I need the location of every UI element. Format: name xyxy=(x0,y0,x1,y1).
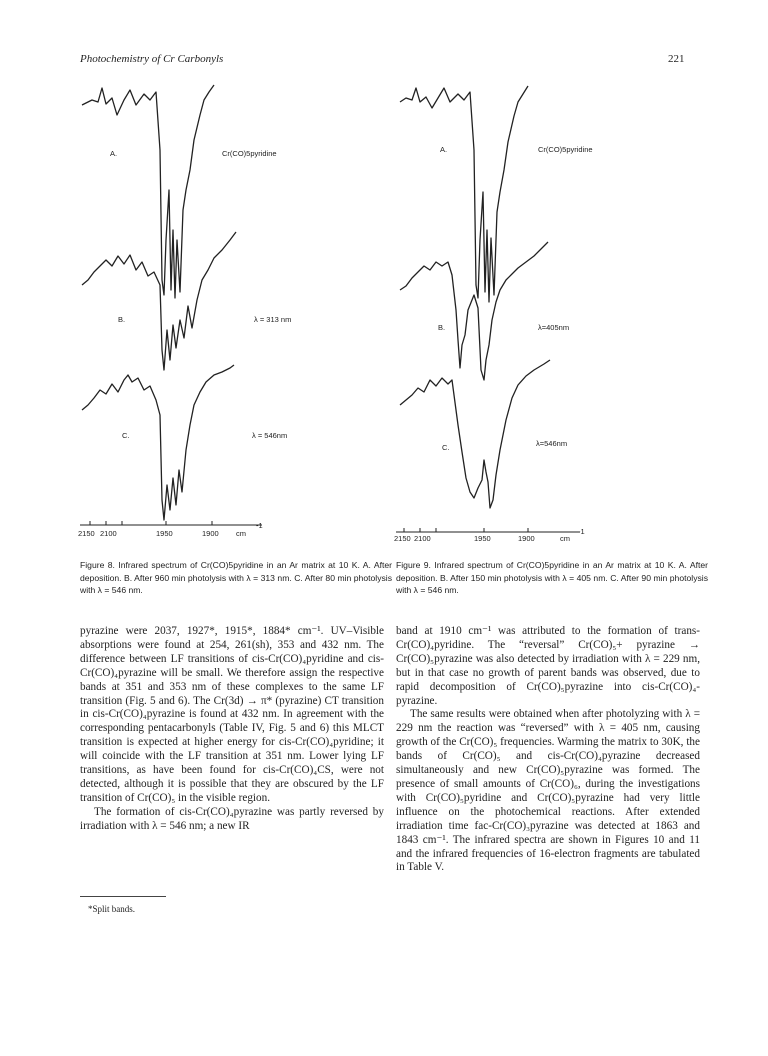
fig9-axis-unit-exp: -1 xyxy=(578,527,585,536)
fig9-lambda-c: λ=546nm xyxy=(536,439,568,448)
figure-8-caption: Figure 8. Infrared spectrum of Cr(CO)5pyridine in an Ar matrix at 10 K. A. After deposition. B. After 960 min photolysis with λ = 313 nm. C. After 80 min photolysis with λ = 546 nm. xyxy=(80,560,392,596)
fig9-tick-1950: 1950 xyxy=(474,534,491,543)
fig8-tick-2150: 2150 xyxy=(78,529,95,538)
fig9-compound-label: Cr(CO)5pyridine xyxy=(538,145,593,154)
fig9-tick-2100: 2100 xyxy=(414,534,431,543)
fig8-spectrum-b xyxy=(82,232,236,370)
fig9-tick-2150: 2150 xyxy=(394,534,411,543)
fig8-tick-1900: 1900 xyxy=(202,529,219,538)
figure-9-caption: Figure 9. Infrared spectrum of Cr(CO)5pyridine in an Ar matrix at 10 K. A. After deposition. B. After 150 min photolysis with λ = 405 nm. C. After 90 min photolysis with λ = 546 nm. xyxy=(396,560,708,596)
left-paragraph: pyrazine were 2037, 1927*, 1915*, 1884* cm⁻¹. UV–Visible absorptions were found at 254, 261(sh), 353 and 432 nm. The difference between LF transitions of cis-Cr(CO)₄pyridine and cis-Cr(CO)₄pyrazine will be small. We therefore assign the respective bands at 351 and 353 nm of these complexes to the same LF transition (Fig. 5 and 6). The Cr(3d) → π* (pyrazine) CT transition in cis-Cr(CO)₄pyrazine is found at 432 nm. In agreement with the corresponding pentacarbonyls (Table IV, Fig. 5 and 6) this MLCT transition is expected at higher energy for cis-Cr(CO)₄pyridine; it will coincide with the LF transition at 351 nm. Lower lying LF transitions, as have been found for cis-Cr(CO)₄CS, were not detected, although it is possible that they are obscured by the LF transition of Cr(CO)₅ in the visible region. xyxy=(80,625,384,804)
figure-8 xyxy=(72,80,372,542)
fig8-spectrum-c xyxy=(82,365,234,520)
left-column xyxy=(80,625,384,834)
fig8-label-a: A. xyxy=(110,149,118,158)
footnote: *Split bands. xyxy=(88,904,136,914)
fig8-label-c: C. xyxy=(122,431,130,440)
page-number: 221 xyxy=(668,53,685,65)
figure-9 xyxy=(388,80,688,542)
running-title: Photochemistry of Cr Carbonyls xyxy=(80,53,224,65)
figure-9-spectra xyxy=(388,80,688,542)
fig9-spectrum-a xyxy=(400,86,528,302)
fig8-tick-2100: 2100 xyxy=(100,529,117,538)
fig8-tick-1950: 1950 xyxy=(156,529,173,538)
fig8-lambda-b: λ = 313 nm xyxy=(254,315,292,324)
fig8-axis-unit-exp: -1 xyxy=(256,521,263,530)
footnote-rule xyxy=(80,896,166,897)
fig8-label-b: B. xyxy=(118,315,126,324)
fig8-lambda-c: λ = 546nm xyxy=(252,431,288,440)
fig8-compound-label: Cr(CO)5pyridine xyxy=(222,149,277,158)
fig9-spectrum-c xyxy=(400,360,550,508)
right-paragraph: band at 1910 cm⁻¹ was attributed to the formation of trans-Cr(CO)₄pyridine. The “reversal” Cr(CO)₅+ pyrazine → Cr(CO)₅pyrazine was also detected by irradiation with λ = 229 nm, but in that case no growth of parent bands was observed, due to rapid decomposition of Cr(CO)₅pyrazine into cis-Cr(CO)₄-pyrazine. xyxy=(396,625,700,707)
fig9-tick-1900: 1900 xyxy=(518,534,535,543)
right-paragraph: The same results were obtained when after photolyzing with λ = 229 nm the reaction was “reversed” with λ = 405 nm, causing growth of the Cr(CO)₅ frequencies. Warming the matrix to 30K, the bands of Cr(CO)₅ and cis-Cr(CO)₄pyrazine decreased simultaneously and new Cr(CO)₅pyrazine was formed. The presence of small amounts of Cr(CO)₆, during the investigations with Cr(CO)₅pyridine and Cr(CO)₅pyrazine had very little influence on the photochemical reactions. After extended irradiation time fac-Cr(CO)₃pyrazine was detected at 1863 and 1843 cm⁻¹. The infrared spectra are shown in Figures 10 and 11 and the infrared frequencies of 16-electron fragments are tabulated in Table V. xyxy=(396,708,700,874)
figure-8-spectra xyxy=(72,80,372,542)
right-column xyxy=(396,625,700,875)
left-paragraph: The formation of cis-Cr(CO)₄pyrazine was partly reversed by irradiation with λ = 546 nm; a new IR xyxy=(80,805,384,832)
fig8-spectrum-a xyxy=(82,85,214,298)
fig9-label-b: B. xyxy=(438,323,446,332)
fig9-spectrum-b xyxy=(400,242,548,380)
fig8-axis-unit: cm xyxy=(236,529,246,538)
fig9-label-c: C. xyxy=(442,443,450,452)
fig9-axis-unit: cm xyxy=(560,534,570,543)
fig9-lambda-b: λ=405nm xyxy=(538,323,570,332)
fig9-label-a: A. xyxy=(440,145,448,154)
